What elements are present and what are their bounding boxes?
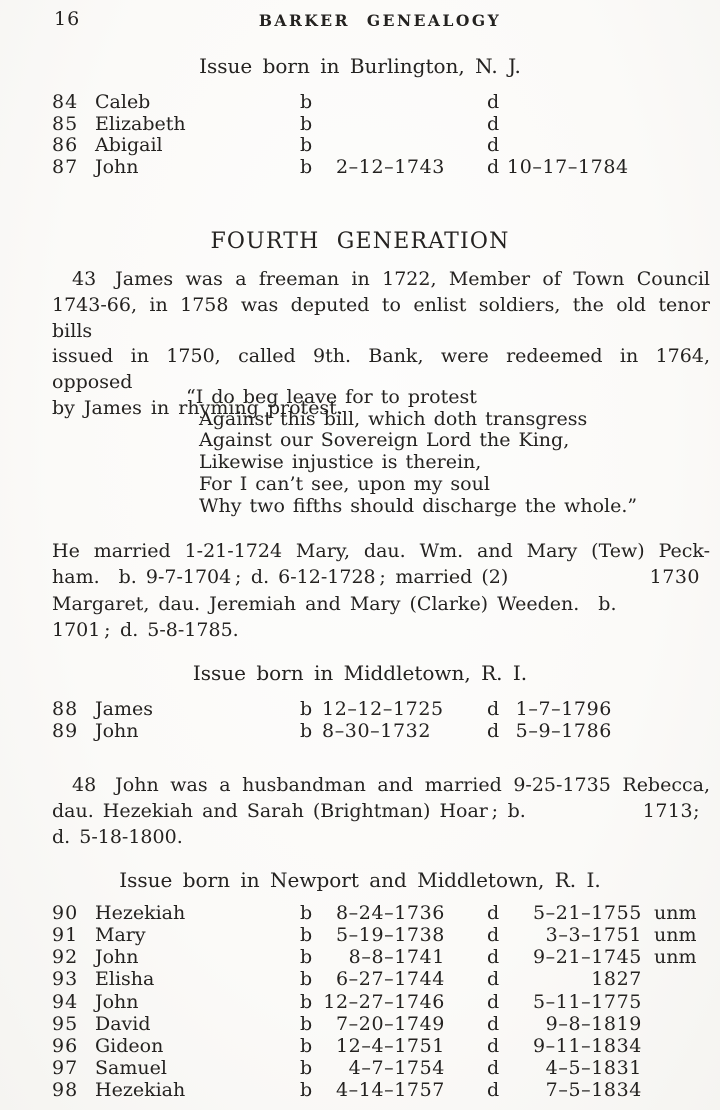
born-label: b — [300, 134, 313, 156]
born-label: b — [300, 924, 313, 947]
birth-date: 12–27–1746 — [323, 990, 445, 1013]
person-name: Hezekiah — [95, 1079, 186, 1102]
birth-date: 8–8–1741 — [348, 946, 445, 969]
person-number: 89 — [52, 720, 79, 742]
born-label: b — [300, 990, 313, 1013]
heading-issue-burlington: Issue born in Burlington, N. J. — [199, 54, 521, 78]
poem-line: “I do beg leave for to protest — [186, 386, 477, 408]
person-number: 96 — [52, 1034, 79, 1057]
issue-row — [52, 968, 712, 990]
issue-table-burlington — [52, 92, 712, 178]
born-label: b — [300, 91, 313, 113]
death-date: 5–21–1755 — [532, 902, 642, 924]
death-date: 10–17–1784 — [507, 155, 629, 178]
birth-year: 1713; — [642, 800, 700, 822]
issue-row — [52, 720, 712, 742]
heading-issue-middletown: Issue born in Middletown, R. I. — [192, 661, 528, 685]
paragraph-line-text: dau. Hezekiah and Sarah (Brightman) Hoar ; b. — [52, 800, 526, 822]
person-number: 86 — [52, 134, 79, 156]
died-label: d — [487, 134, 500, 156]
page-number: 16 — [54, 8, 81, 30]
issue-row — [52, 92, 712, 114]
unmarried-note: unm — [654, 902, 697, 924]
death-date: 9–21–1745 — [532, 946, 642, 969]
born-label: b — [300, 112, 313, 135]
died-label: d — [487, 968, 500, 991]
death-date: 1827 — [591, 968, 642, 991]
person-number: 95 — [52, 1012, 79, 1035]
person-name: John — [95, 990, 139, 1013]
died-label: d — [487, 720, 500, 742]
issue-row — [52, 991, 712, 1013]
birth-date: 4–14–1757 — [335, 1079, 445, 1102]
person-number: 92 — [52, 946, 79, 969]
died-label: d — [487, 946, 500, 969]
poem-line: For I can’t see, upon my soul — [199, 472, 490, 495]
death-date: 5–9–1786 — [515, 720, 612, 742]
paragraph-marriage — [52, 538, 710, 643]
person-name: Hezekiah — [95, 902, 186, 924]
paragraph-line — [52, 564, 710, 590]
died-label: d — [487, 112, 500, 135]
issue-row — [52, 946, 712, 968]
person-name: Mary — [95, 924, 146, 947]
marriage-year: 1730 — [649, 566, 700, 589]
died-label: d — [487, 1079, 500, 1102]
person-number: 94 — [52, 990, 79, 1013]
died-label: d — [487, 1034, 500, 1057]
person-name: Elisha — [95, 968, 155, 991]
paragraph-line-text: ham. b. 9-7-1704 ; d. 6-12-1728 ; married (2) — [52, 566, 509, 589]
paragraph-line: 1743-66, in 1758 was deputed to enlist soldiers, the old tenor bills — [52, 293, 710, 342]
person-number: 91 — [52, 924, 79, 947]
paragraph-line: He married 1-21-1724 Mary, dau. Wm. and Mary (Tew) Peck- — [52, 540, 710, 562]
person-number: 97 — [52, 1056, 79, 1079]
issue-row — [52, 924, 712, 946]
died-label: d — [487, 902, 500, 924]
person-name: David — [95, 1012, 151, 1035]
paragraph-line: 48 John was a husbandman and married 9-25-1735 Rebecca, — [72, 774, 710, 796]
birth-date: 4–7–1754 — [348, 1056, 445, 1079]
died-label: d — [487, 990, 500, 1013]
death-date: 5–11–1775 — [532, 990, 642, 1013]
death-date: 9–11–1834 — [532, 1034, 642, 1057]
paragraph-line — [52, 798, 710, 824]
issue-row — [52, 902, 712, 924]
born-label: b — [300, 968, 313, 991]
issue-row — [52, 114, 712, 136]
person-name: Caleb — [95, 91, 151, 113]
person-number: 93 — [52, 968, 79, 991]
person-name: Samuel — [95, 1056, 167, 1079]
born-label: b — [300, 946, 313, 969]
heading-issue-newport: Issue born in Newport and Middletown, R. I. — [119, 868, 601, 892]
person-name: Elizabeth — [95, 112, 186, 135]
poem-line: Why two fifths should discharge the whole.” — [199, 494, 638, 517]
unmarried-note: unm — [654, 946, 697, 969]
issue-row — [52, 1079, 712, 1101]
person-number: 85 — [52, 112, 79, 135]
born-label: b — [300, 720, 313, 742]
birth-date: 6–27–1744 — [335, 968, 445, 991]
issue-table-middletown — [52, 698, 712, 742]
issue-row — [52, 135, 712, 157]
heading-fourth-generation: FOURTH GENERATION — [210, 229, 510, 254]
issue-row — [52, 1013, 712, 1035]
paragraph-john-48 — [52, 772, 710, 850]
issue-row — [52, 1057, 712, 1079]
birth-date: 8–30–1732 — [322, 720, 432, 742]
died-label: d — [487, 1012, 500, 1035]
person-name: John — [95, 155, 139, 178]
person-name: John — [95, 720, 139, 742]
issue-table-newport — [52, 902, 712, 1101]
person-number: 98 — [52, 1079, 79, 1102]
born-label: b — [300, 902, 313, 924]
paragraph-line: d. 5-18-1800. — [52, 826, 183, 848]
person-number: 90 — [52, 902, 79, 924]
paragraph-line: issued in 1750, called 9th. Bank, were redeemed in 1764, opposed — [52, 345, 710, 394]
paragraph-line: 43 James was a freeman in 1722, Member of Town Council — [72, 268, 710, 290]
died-label: d — [487, 1056, 500, 1079]
issue-row — [52, 698, 712, 720]
birth-date: 12–12–1725 — [322, 698, 444, 720]
death-date: 7–5–1834 — [545, 1079, 642, 1102]
death-date: 1–7–1796 — [515, 698, 612, 720]
book-title: BARKER GENEALOGY — [258, 11, 502, 30]
person-number: 87 — [52, 155, 79, 178]
died-label: d — [487, 155, 500, 178]
poem-line: Against this bill, which doth transgress — [199, 407, 588, 430]
person-number: 84 — [52, 91, 79, 113]
death-date: 4–5–1831 — [545, 1056, 642, 1079]
born-label: b — [300, 155, 313, 178]
death-date: 9–8–1819 — [545, 1012, 642, 1035]
died-label: d — [487, 698, 500, 720]
born-label: b — [300, 698, 313, 720]
person-name: Gideon — [95, 1034, 164, 1057]
birth-date: 5–19–1738 — [335, 924, 445, 947]
born-label: b — [300, 1056, 313, 1079]
person-number: 88 — [52, 698, 79, 720]
issue-row — [52, 157, 712, 179]
born-label: b — [300, 1034, 313, 1057]
birth-date: 7–20–1749 — [335, 1012, 445, 1035]
born-label: b — [300, 1079, 313, 1102]
poem-line: Likewise injustice is therein, — [199, 451, 482, 474]
died-label: d — [487, 91, 500, 113]
paragraph-line: 1701 ; d. 5-8-1785. — [52, 618, 239, 641]
person-name: Abigail — [95, 134, 163, 156]
person-name: James — [95, 698, 153, 720]
birth-date: 2–12–1743 — [335, 155, 445, 178]
paragraph-line: Margaret, dau. Jeremiah and Mary (Clarke) Weeden. b. — [52, 592, 617, 615]
died-label: d — [487, 924, 500, 947]
birth-date: 12–4–1751 — [335, 1034, 445, 1057]
unmarried-note: unm — [654, 924, 697, 947]
birth-date: 8–24–1736 — [335, 902, 445, 924]
issue-row — [52, 1035, 712, 1057]
person-name: John — [95, 946, 139, 969]
paragraph-line: by James in rhyming protest. — [52, 396, 343, 419]
death-date: 3–3–1751 — [545, 924, 642, 947]
poem-line: Against our Sovereign Lord the King, — [199, 429, 570, 452]
born-label: b — [300, 1012, 313, 1035]
